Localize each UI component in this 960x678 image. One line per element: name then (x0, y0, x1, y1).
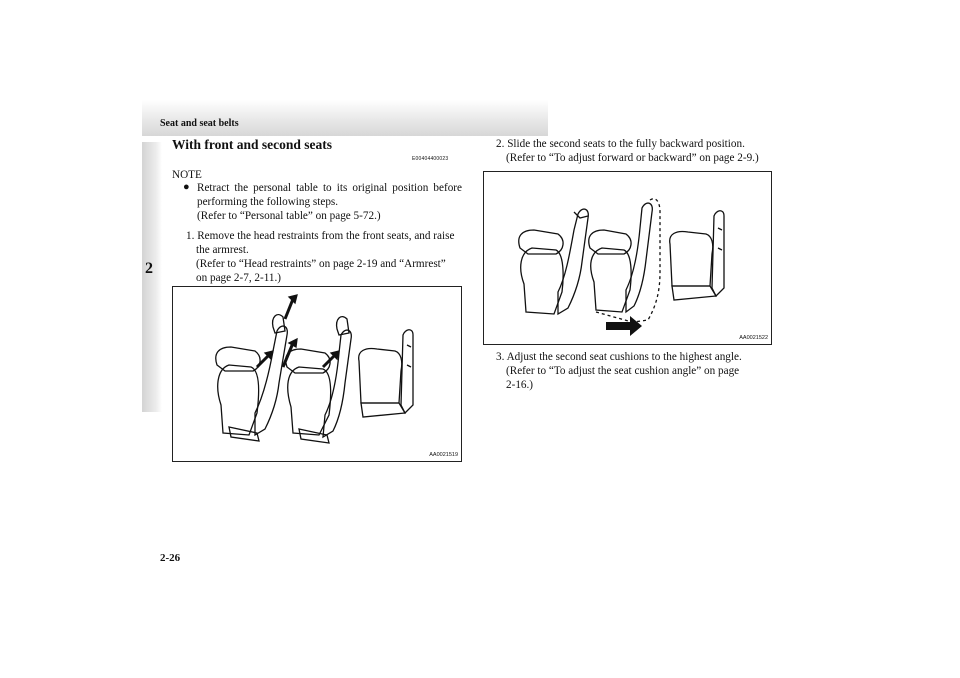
step-3-ref-1: (Refer to “To adjust the seat cushion angle” on page (506, 365, 740, 377)
note-label: NOTE (172, 169, 202, 181)
step-2-ref: (Refer to “To adjust forward or backward” on page 2-9.) (506, 152, 759, 164)
seats-illustration-2 (484, 172, 771, 344)
step-3-text: 3. Adjust the second seat cushions to the highest angle. (496, 351, 742, 363)
note-bullet-icon: ● (183, 181, 190, 193)
step-1-cont: the armrest. (196, 244, 249, 256)
section-title: With front and second seats (172, 137, 333, 152)
page-number: 2-26 (160, 552, 181, 564)
step-1-text: 1. Remove the head restraints from the front seats, and raise (186, 230, 455, 242)
step-2 (496, 137, 796, 165)
step-1-ref-1: (Refer to “Head restraints” on page 2-19 and “Armrest” (196, 258, 446, 270)
step-1 (186, 229, 462, 285)
note-ref: (Refer to “Personal table” on page 5-72.) (197, 210, 381, 222)
seats-illustration-1 (173, 287, 461, 461)
running-head: Seat and seat belts (160, 118, 239, 129)
figure-code-2: AA0021522 (739, 335, 768, 341)
figure-code-1: AA0021519 (429, 452, 458, 458)
section-code: E00404400023 (412, 156, 449, 162)
step-2-text: 2. Slide the second seats to the fully backward position. (496, 138, 745, 150)
figure-slide-second-seats (483, 171, 772, 345)
figure-remove-head-restraints (172, 286, 462, 462)
note-body (197, 181, 462, 223)
step-1-ref-2: on page 2-7, 2-11.) (196, 272, 282, 284)
step-3 (496, 350, 796, 392)
note-text: Retract the personal table to its original position before performing the following steps. (197, 182, 462, 208)
step-3-ref-2: 2-16.) (506, 379, 534, 391)
chapter-number: 2 (145, 260, 153, 277)
